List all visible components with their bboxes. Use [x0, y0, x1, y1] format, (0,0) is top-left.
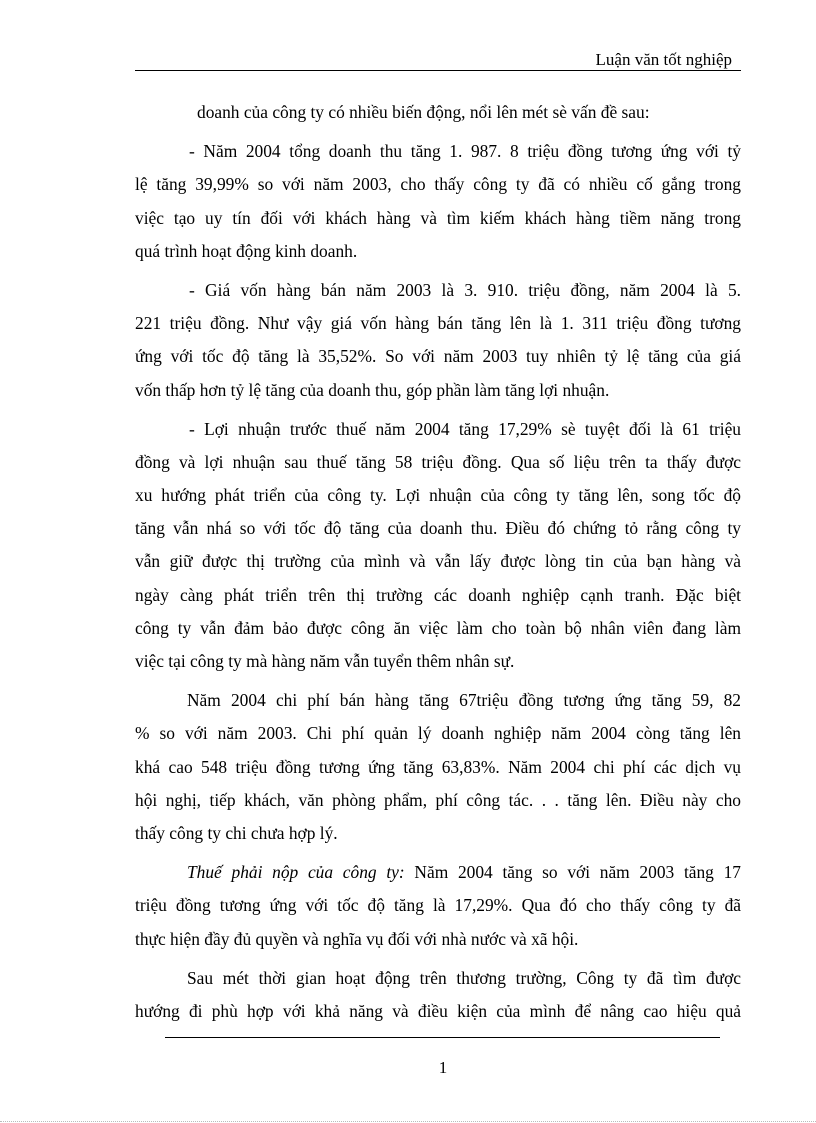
text-line: Năm 2004 chi phí bán hàng tăng 67triệu đồng tương ứng tăng 59, 82	[187, 690, 741, 711]
text-line: ngày càng phát triển trên thị trường các doanh nghiệp cạnh tranh. Đặc biệt	[135, 584, 741, 605]
text-line: ứng với tốc độ tăng là 35,52%. So với năm 2003 tuy nhiên tỷ lệ tăng của giá	[135, 346, 741, 367]
footer-rule	[165, 1037, 720, 1038]
text-line: thực hiện đầy đủ quyền và nghĩa vụ đối với nhà nước và xã hội.	[135, 928, 579, 949]
text-line: 221 triệu đồng. Như vậy giá vốn hàng bán tăng lên là 1. 311 triệu đồng tương	[135, 313, 741, 334]
text-line: hướng đi phù hợp với khả năng và điều kiện của mình để nâng cao hiệu quả	[135, 1000, 741, 1021]
text-line: thấy công ty chi chưa hợp lý.	[135, 822, 338, 843]
paragraph	[135, 856, 741, 956]
text-line: % so với năm 2003. Chi phí quản lý doanh nghiệp năm 2004 còng tăng lên	[135, 723, 741, 744]
text-line: - Giá vốn hàng bán năm 2003 là 3. 910. triệu đồng, năm 2004 là 5.	[189, 279, 741, 300]
text-line: việc tạo uy tín đối với khách hàng và tìm kiếm khách hàng tiềm năng trong	[135, 207, 741, 228]
text-line: việc tại công ty mà hàng năm vẫn tuyển thêm nhân sự.	[135, 651, 515, 671]
text-line: công ty vẫn đảm bảo được công ăn việc làm cho toàn bộ nhân viên đang làm	[135, 617, 741, 638]
header-rule	[135, 70, 741, 71]
header-title: Luận văn tốt nghiệp	[595, 50, 732, 69]
paragraph	[135, 684, 741, 850]
text-line: tăng vẫn nhá so với tốc độ tăng của doanh thu. Điều đó chứng tỏ rằng công ty	[135, 518, 741, 539]
text-line: vốn thấp hơn tỷ lệ tăng của doanh thu, góp phần làm tăng lợi nhuận.	[135, 379, 610, 400]
text-line: triệu đồng tương ứng với tốc độ tăng là 17,29%. Qua đó cho thấy công ty đã	[135, 895, 741, 916]
text-run: Năm 2004 tăng so với năm 2003 tăng 17	[404, 862, 741, 883]
text-line: - Lợi nhuận trước thuế năm 2004 tăng 17,29% sè tuyệt đối là 61 triệu	[189, 418, 741, 439]
paragraph	[135, 962, 741, 1028]
text-line: vẫn giữ được thị trường của mình và vẫn lấy được lòng tin của bạn hàng và	[135, 551, 741, 572]
italic-heading: Thuế phải nộp của công ty:	[187, 862, 405, 883]
text-line: đồng và lợi nhuận sau thuế tăng 58 triệu đồng. Qua số liệu trên ta thấy được	[135, 451, 741, 472]
text-line: khá cao 548 triệu đồng tương ứng tăng 63,83%. Năm 2004 chi phí các dịch vụ	[135, 756, 741, 777]
paragraph	[135, 274, 741, 407]
paragraph	[135, 413, 741, 679]
text-line: lệ tăng 39,99% so với năm 2003, cho thấy công ty đã có nhiều cố gắng trong	[135, 174, 741, 195]
paragraph	[135, 135, 741, 268]
text-line: - Năm 2004 tổng doanh thu tăng 1. 987. 8 triệu đồng tương ứng với tỷ	[189, 141, 741, 162]
paragraph	[135, 96, 741, 129]
text-line: doanh của công ty có nhiều biến động, nổi lên mét sè vấn đề sau:	[197, 102, 650, 122]
text-line: Sau mét thời gian hoạt động trên thương trường, Công ty đã tìm được	[187, 967, 741, 988]
page-edge-divider	[0, 1121, 816, 1122]
text-line: xu hướng phát triển của công ty. Lợi nhuận của công ty tăng lên, song tốc độ	[135, 485, 741, 506]
text-line: hội nghị, tiếp khách, văn phòng phẩm, phí công tác. . . tăng lên. Điều này cho	[135, 789, 741, 810]
page-number: 1	[438, 1058, 448, 1077]
text-line	[135, 856, 741, 889]
document-body	[135, 96, 741, 1028]
text-line: quá trình hoạt động kinh doanh.	[135, 240, 358, 261]
